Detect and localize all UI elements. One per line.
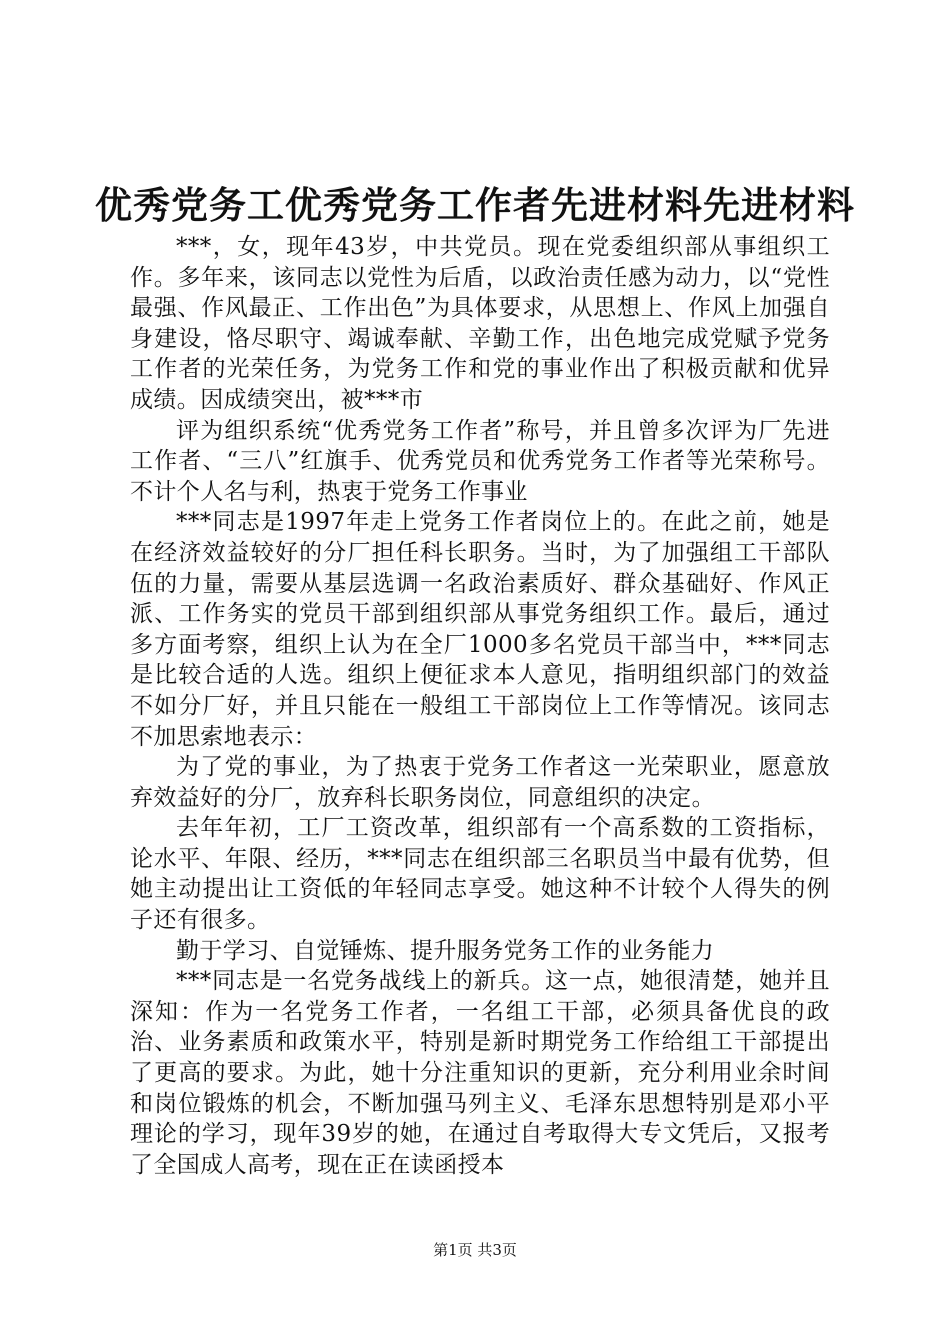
document-title: 优秀党务工优秀党务工作者先进材料先进材料 — [95, 183, 855, 227]
paragraph: ***同志是1997年走上党务工作者岗位上的。在此之前，她是在经济效益较好的分厂担任科长职务。当时，为了加强组工干部队伍的力量，需要从基层选调一名政治素质好、群众基础好、作风正派、工作务实的党员干部到组织部从事党务组织工作。最后，通过多方面考察，组织上认为在全厂1000多名党员干部当中，***同志是比较合适的人选。组织上便征求本人意见，指明组织部门的效益不如分厂好，并且只能在一般组工干部岗位上工作等情况。该同志不加思索地表示： — [130, 509, 830, 750]
page-number-footer: 第1页 共3页 — [433, 1241, 517, 1259]
paragraph: ***同志是一名党务战线上的新兵。这一点，她很清楚，她并且深知：作为一名党务工作者，一名组工干部，必须具备优良的政治、业务素质和政策水平，特别是新时期党务工作给组工干部提出了更高的要求。为此，她十分注重知识的更新，充分利用业余时间和岗位锻炼的机会，不断加强马列主义、毛泽东思想特别是邓小平理论的学习，现年39岁的她，在通过自考取得大专文凭后，又报考了全国成人高考，现在正在读函授本 — [130, 968, 830, 1178]
paragraph: 为了党的事业，为了热衷于党务工作者这一光荣职业，愿意放弃效益好的分厂，放弃科长职务岗位，同意组织的决定。 — [130, 754, 830, 811]
paragraph: 去年年初，工厂工资改革，组织部有一个高系数的工资指标，论水平、年限、经历，***同志在组织部三名职员当中最有优势，但她主动提出让工资低的年轻同志享受。她这种不计较个人得失的例子还有很多。 — [130, 815, 830, 934]
paragraph: ***，女，现年43岁，中共党员。现在党委组织部从事组织工作。多年来，该同志以党性为后盾，以政治责任感为动力，以“党性最强、作风最正、工作出色”为具体要求，从思想上、作风上加强自身建设，恪尽职守、竭诚奉献、辛勤工作，出色地完成党赋予党务工作者的光荣任务，为党务工作和党的事业作出了积极贡献和优异成绩。因成绩突出，被***市 — [130, 234, 830, 413]
section-heading: 勤于学习、自觉锤炼、提升服务党务工作的业务能力 — [176, 937, 715, 964]
document-body — [130, 232, 830, 1180]
paragraph: 评为组织系统“优秀党务工作者”称号，并且曾多次评为厂先进工作者、“三八”红旗手、优秀党员和优秀党务工作者等光荣称号。不计个人名与利，热衷于党务工作事业 — [130, 417, 830, 505]
